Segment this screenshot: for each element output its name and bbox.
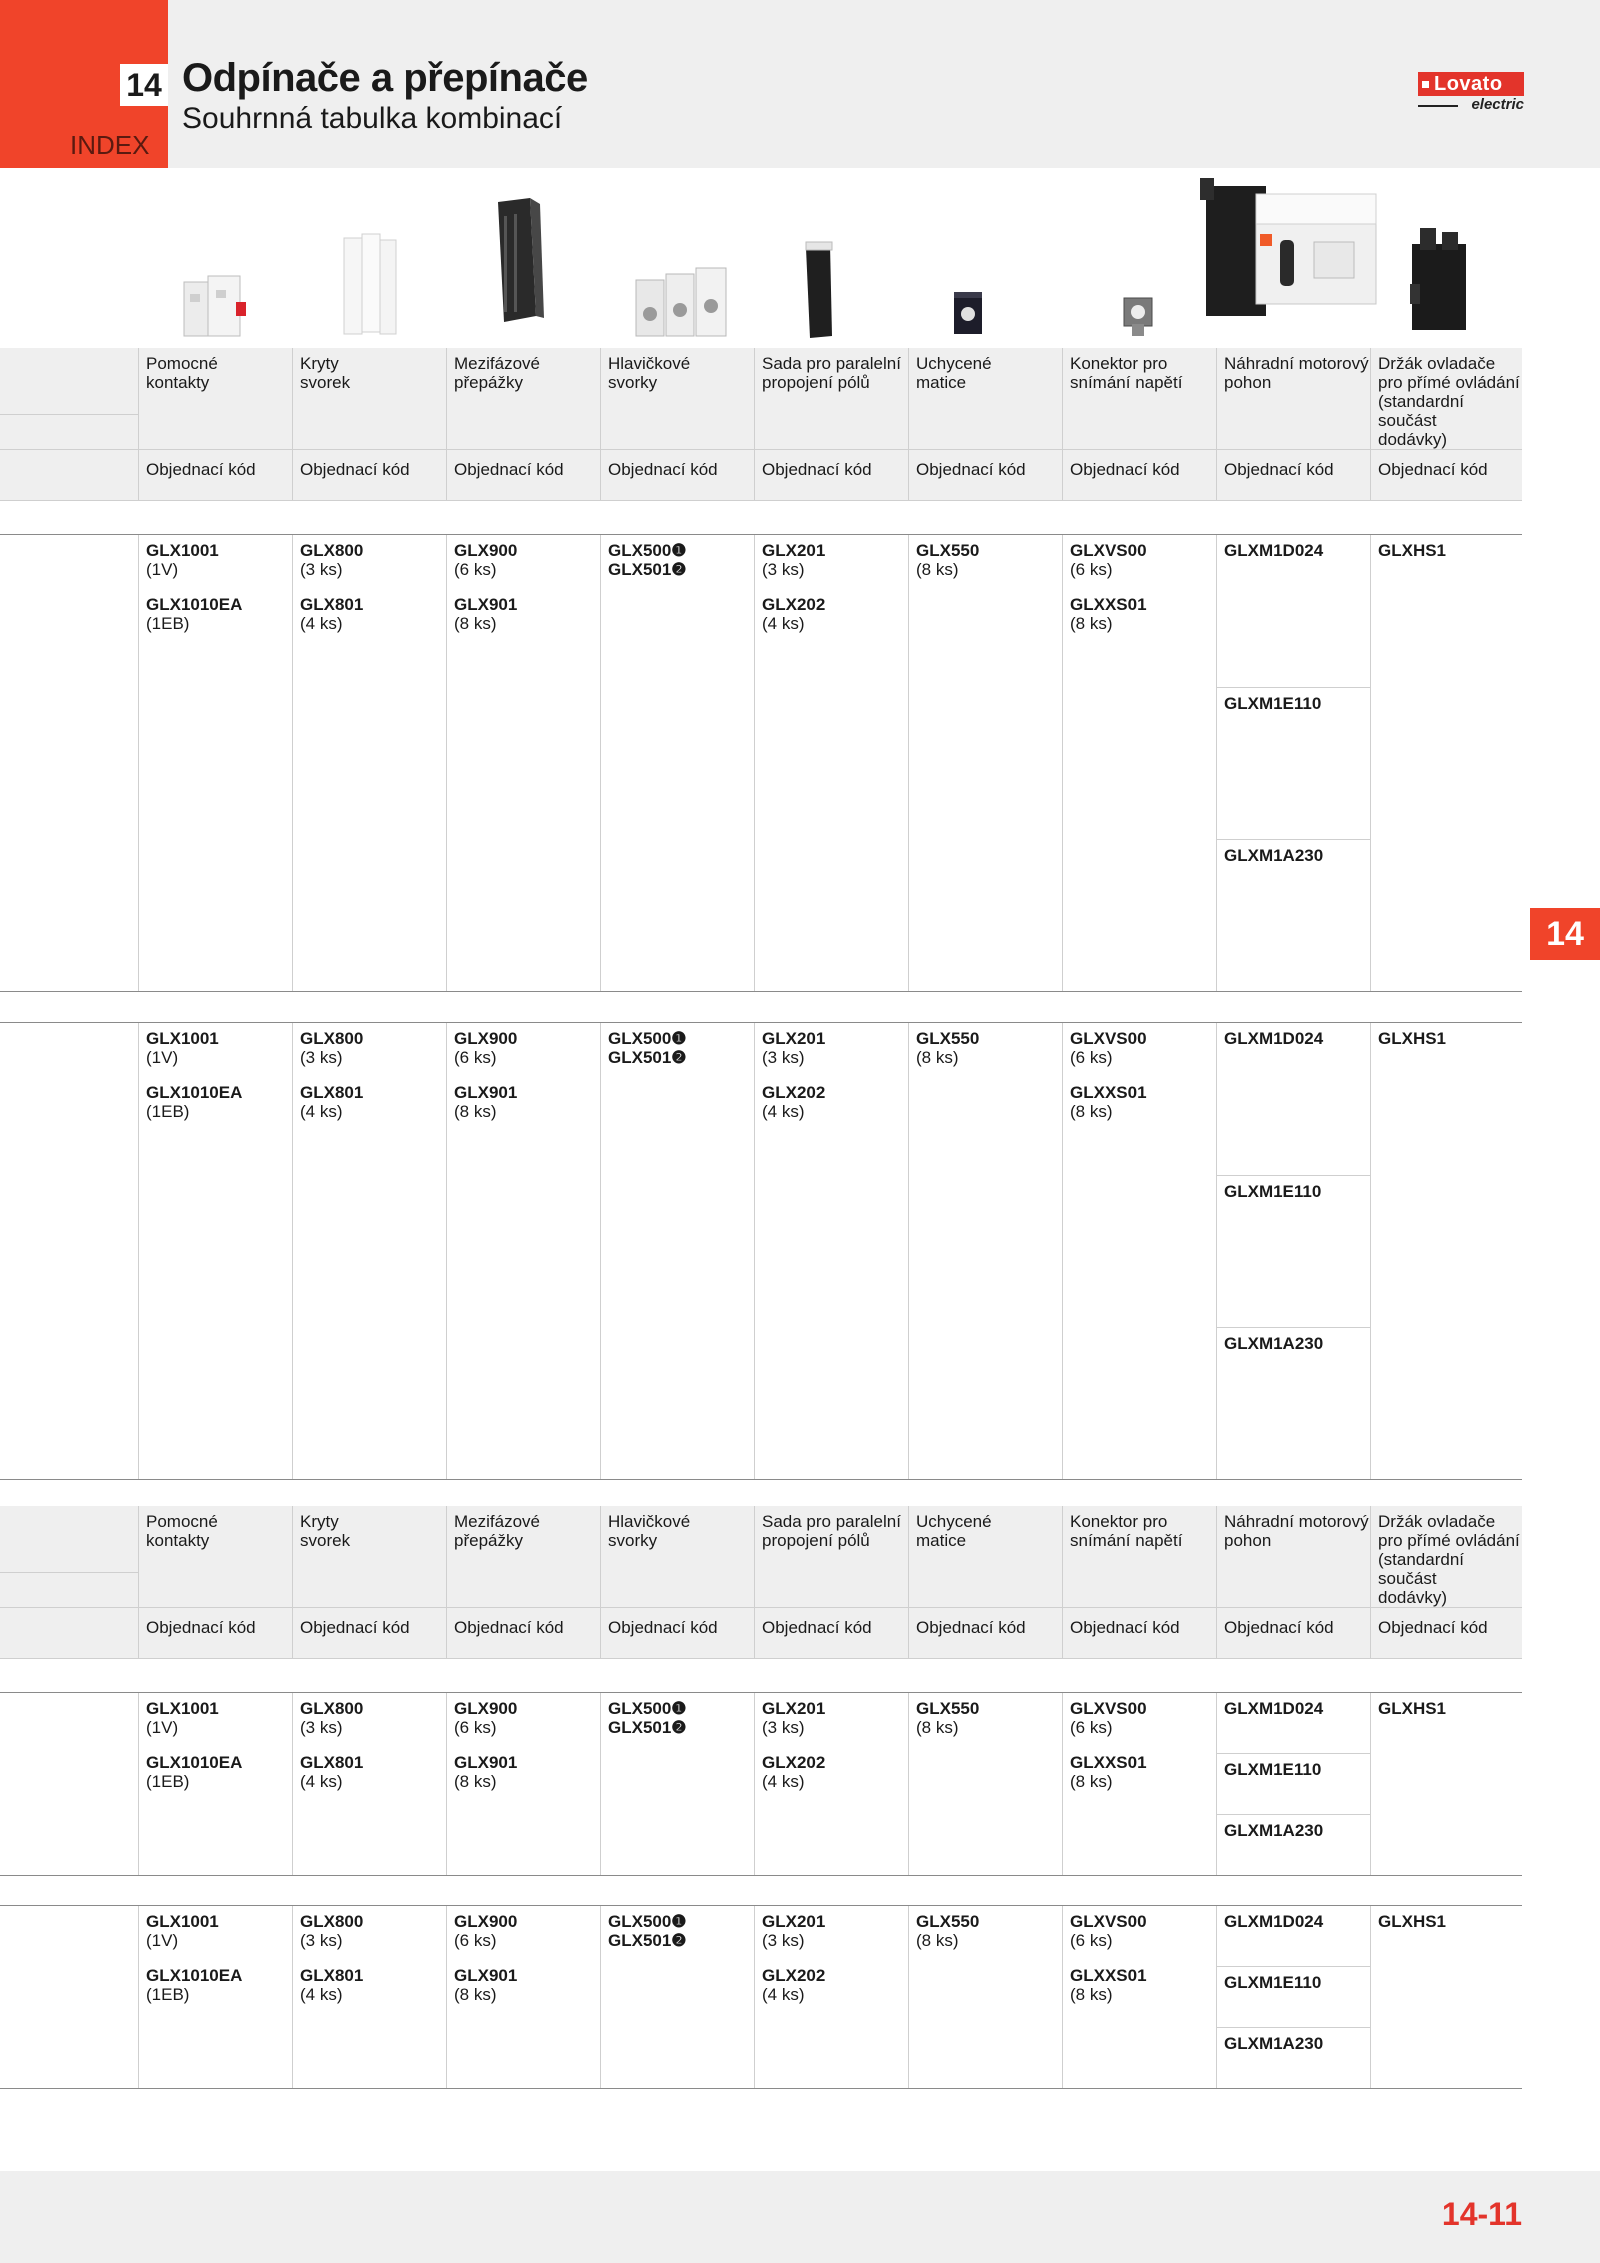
order-code-label: Objednací kód [1216,1608,1370,1658]
order-code-label: Objednací kód [1370,1608,1522,1658]
motor-code: GLXM1E110 [1217,1966,1370,1992]
order-code-label: Objednací kód [1062,1608,1216,1658]
column-header: Pomocné kontakty [138,348,292,449]
column-header: Konektor pro snímání napětí [1062,1506,1216,1607]
phase-barriers-cell: GLX900 (6 ks) GLX901 (8 ks) [446,1023,600,1479]
row-label-spacer [0,1693,138,1875]
handle-holder-cell: GLXHS1 [1370,1693,1522,1875]
order-code-label: Objednací kód [446,1608,600,1658]
aux-contacts-cell: GLX1001 (1V) GLX1010EA (1EB) [138,1023,292,1479]
terminal-covers-cell: GLX800 (3 ks) GLX801 (4 ks) [292,1906,446,2088]
phase-barriers-cell: GLX900 (6 ks) GLX901 (8 ks) [446,1906,600,2088]
motor-code: GLXM1A230 [1217,2027,1370,2053]
parallel-link-kit-image [800,240,840,340]
aux-contacts-cell: GLX1001 (1V) GLX1010EA (1EB) [138,1693,292,1875]
row-label-spacer [0,1906,138,2088]
motor-code: GLXM1E110 [1217,1175,1370,1201]
terminal-covers-image [340,230,400,338]
brand-name: Lovato [1418,72,1524,96]
motor-drive-cell [1216,1693,1370,1875]
brand-sub: electric [1471,96,1524,113]
captive-nuts-cell: GLX550 (8 ks) [908,535,1062,991]
header-spacer [0,1506,138,1607]
order-code-label: Objednací kód [908,450,1062,500]
header-spacer [0,1608,138,1658]
column-header: Mezifázové přepážky [446,1506,600,1607]
box-terminals-cell: GLX500❶ GLX501❷ [600,1906,754,2088]
page-number: 14-11 [1441,2196,1522,2232]
handle-holder-image [1406,224,1472,336]
column-header: Mezifázové přepážky [446,348,600,449]
auxiliary-contacts-image [178,272,258,340]
parallel-link-cell: GLX201 (3 ks) GLX202 (4 ks) [754,1693,908,1875]
box-terminals-image [632,262,732,340]
order-code-label: Objednací kód [1216,450,1370,500]
order-code-label: Objednací kód [138,1608,292,1658]
motor-code: GLXM1D024 [1224,1029,1324,1048]
column-header: Držák ovladače pro přímé ovládání (standardní součást dodávky) [1370,1506,1522,1607]
column-header: Pomocné kontakty [138,1506,292,1607]
order-code-label: Objednací kód [908,1608,1062,1658]
phase-barriers-cell: GLX900 (6 ks) GLX901 (8 ks) [446,1693,600,1875]
handle-holder-cell: GLXHS1 [1370,1906,1522,2088]
page-title: Odpínače a přepínače [182,56,588,100]
column-header: Kryty svorek [292,348,446,449]
order-code-label: Objednací kód [1370,450,1522,500]
chapter-number: 14 [120,64,168,106]
order-code-label: Objednací kód [292,1608,446,1658]
phase-barriers-cell: GLX900 (6 ks) GLX901 (8 ks) [446,535,600,991]
order-code-block [0,1692,1522,1876]
replacement-motor-drive-image [1196,176,1388,326]
handle-holder-cell: GLXHS1 [1370,1023,1522,1479]
motor-code: GLXM1A230 [1217,839,1370,865]
order-code-label: Objednací kód [138,450,292,500]
parallel-link-cell: GLX201 (3 ks) GLX202 (4 ks) [754,1906,908,2088]
terminal-covers-cell: GLX800 (3 ks) GLX801 (4 ks) [292,1693,446,1875]
column-header: Hlavičkové svorky [600,1506,754,1607]
lovato-logo [1418,72,1524,112]
side-chapter-tab[interactable]: 14 [1530,908,1600,960]
captive-nuts-image [950,290,986,338]
index-link[interactable]: INDEX [70,130,150,160]
column-header: Kryty svorek [292,1506,446,1607]
column-header: Náhradní motorový pohon [1216,1506,1370,1607]
column-header: Držák ovladače pro přímé ovládání (standardní součást dodávky) [1370,348,1522,449]
row-label-spacer [0,535,138,991]
box-terminals-cell: GLX500❶ GLX501❷ [600,535,754,991]
order-code-label: Objednací kód [292,450,446,500]
motor-drive-cell [1216,1023,1370,1479]
order-code-label: Objednací kód [754,450,908,500]
column-header: Uchycené matice [908,348,1062,449]
motor-code: GLXM1E110 [1217,687,1370,713]
captive-nuts-cell: GLX550 (8 ks) [908,1693,1062,1875]
aux-contacts-cell: GLX1001 (1V) GLX1010EA (1EB) [138,1906,292,2088]
voltage-sensing-connector-image [1118,294,1158,338]
column-header: Konektor pro snímání napětí [1062,348,1216,449]
motor-code: GLXM1D024 [1224,1912,1324,1931]
header-spacer [0,450,138,500]
voltage-sensing-cell: GLXVS00 (6 ks) GLXXS01 (8 ks) [1062,535,1216,991]
voltage-sensing-cell: GLXVS00 (6 ks) GLXXS01 (8 ks) [1062,1693,1216,1875]
column-header: Sada pro paralelní propojení pólů [754,348,908,449]
order-code-label: Objednací kód [754,1608,908,1658]
order-code-label: Objednací kód [1062,450,1216,500]
motor-code: GLXM1A230 [1217,1814,1370,1840]
order-code-block [0,534,1522,992]
voltage-sensing-cell: GLXVS00 (6 ks) GLXXS01 (8 ks) [1062,1023,1216,1479]
box-terminals-cell: GLX500❶ GLX501❷ [600,1023,754,1479]
row-label-spacer [0,1023,138,1479]
motor-drive-cell [1216,535,1370,991]
order-code-block [0,1905,1522,2089]
page-footer [0,2171,1600,2263]
header-spacer [0,348,138,449]
captive-nuts-cell: GLX550 (8 ks) [908,1023,1062,1479]
terminal-covers-cell: GLX800 (3 ks) GLX801 (4 ks) [292,535,446,991]
order-code-label: Objednací kód [600,450,754,500]
column-header: Náhradní motorový pohon [1216,348,1370,449]
parallel-link-cell: GLX201 (3 ks) GLX202 (4 ks) [754,1023,908,1479]
motor-code: GLXM1D024 [1224,1699,1324,1718]
voltage-sensing-cell: GLXVS00 (6 ks) GLXXS01 (8 ks) [1062,1906,1216,2088]
page-subtitle: Souhrnná tabulka kombinací [182,102,563,135]
order-code-label: Objednací kód [600,1608,754,1658]
phase-barriers-image [490,196,546,326]
handle-holder-cell: GLXHS1 [1370,535,1522,991]
order-code-block [0,1022,1522,1480]
terminal-covers-cell: GLX800 (3 ks) GLX801 (4 ks) [292,1023,446,1479]
motor-code: GLXM1A230 [1217,1327,1370,1353]
captive-nuts-cell: GLX550 (8 ks) [908,1906,1062,2088]
motor-code: GLXM1E110 [1217,1753,1370,1779]
motor-drive-cell [1216,1906,1370,2088]
box-terminals-cell: GLX500❶ GLX501❷ [600,1693,754,1875]
motor-code: GLXM1D024 [1224,541,1324,560]
column-header-block [0,1506,1522,1659]
aux-contacts-cell: GLX1001 (1V) GLX1010EA (1EB) [138,535,292,991]
column-header-block [0,348,1522,501]
column-header: Sada pro paralelní propojení pólů [754,1506,908,1607]
order-code-label: Objednací kód [446,450,600,500]
column-header: Hlavičkové svorky [600,348,754,449]
parallel-link-cell: GLX201 (3 ks) GLX202 (4 ks) [754,535,908,991]
column-header: Uchycené matice [908,1506,1062,1607]
